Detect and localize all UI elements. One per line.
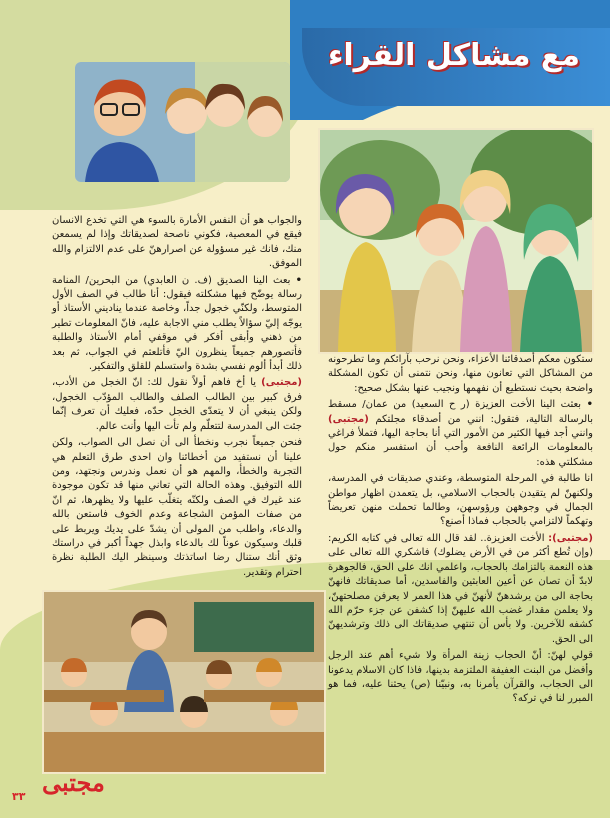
- bottom-illustration: [42, 590, 326, 774]
- left-text-column: [52, 214, 302, 582]
- left-paragraph-2-text: بعث الينا الصديق (ف. ن العابدي) من البحرين/ المنامة رسالة يوضّح فيها مشكلته فيقول: أنا طالب في الصف الأول المتوسط، ولكنّي خجول جداً، وخاصة عندما يناديني الأستاذ أو يوجّه إليّ سؤالاً يطلب مني الاجابة عليه، فانّ المعلومات تطير من ذهني وأبقى أفكر في موقفي أمام الأستاذ والطلبة فأتصورهم جميعاً ينظرون اليّ فأتلعثم في الجواب، ثم بعد ذلك أبدأ ألوم نفسي بشدة واستسلم للقلق والتفكير.: [52, 274, 302, 373]
- right-paragraph-4: [328, 532, 593, 647]
- middle-illustration: [318, 128, 594, 354]
- right-paragraph-1: ستكون معكم أصدقائنا الأعزاء، ونحن نرحب بآرائكم وما تطرحونه من المشاكل التي تعانون منها، ونحن نتمنى أن تكون المشكلة واضحة بحيث نستطيع أن نفهمها ونجيب عنها بشكل صحيح:: [328, 354, 593, 394]
- left-paragraph-2: [52, 274, 302, 375]
- right-paragraph-3: انا طالبة في المرحلة المتوسطة، وعندي صديقات في المدرسة، ولكنهنّ لم يتقيدن بالحجاب الاسلامي، بل يتعمدن اظهار مواطن الجمال في وجوههن ورؤوسهن، وطالما تحملت منهن تعريضاً وتهكماً لالتزامي بالحجاب فماذا أصنع؟: [328, 473, 593, 528]
- right-paragraph-2-text: بعثت الينا الأخت العزيزة (ر ح السعيد) من عمان/ مسقط بالرسالة التالية، فتقول: انني من أصدقاء مجلتكم: [328, 399, 593, 425]
- bullet-icon: •: [586, 399, 593, 411]
- right-text-column: [328, 353, 593, 709]
- magazine-name-label: (مجتبى): [261, 377, 302, 389]
- right-paragraph-5: قولي لهنّ: أنّ الحجاب زينة المرأة ولا شيء أهم عند الرجل وأفضل من البنت العفيفة الملتزمة بدينها، فاذا كان الاسلام يدعونا الى الحجاب، والقرآن يأمرنا به، ونبيّنا (ص) يحثنا عليه، فما هو المبرر لنا في تركه؟: [328, 650, 593, 705]
- right-paragraph-4-text: الأخت العزيزة.. لقد قال الله تعالى في كتابه الكريم: (وإن تُطع أكثر من في الأرض يضلوك) فاشكري الله تعالى على هذه النعمة بالتزامك بالحجاب، واعلمي انك على الحق، فالجوهرة لابدّ أن تصان عن أعين العابثين والفاسدين، أما صديقاتك فانهنّ بحاجة الى من يرشدهنّ لأنهنّ في هذا العمر لا يعرفن مصلحتهنّ، ولا يعلمن مقدار غضب الله عليهنّ إذا كشفن عن جزء حرّم الله كشفه للآخرين. ولا بأس أن تنتهي صديقاتك الى ذلك وترشديهنّ الى الحق.: [328, 532, 593, 645]
- bullet-icon: •: [295, 274, 302, 286]
- top-illustration: [75, 62, 290, 182]
- magazine-logo: مجتبى: [42, 768, 105, 797]
- right-paragraph-2b-text: وانني أجد فيها الكثير من الأمور التي أنا بحاجة اليها، فتملأ فراغي بالمعلومات الرائعة النافعة وأحب أن استفسر منكم حول مشكلتي هذه:: [328, 428, 593, 468]
- left-paragraph-4: فنحن جميعاً نجرب ونخطأ الى أن نصل الى الصواب، ولكن علينا أن نستفيد من أخطائنا وان احدى طرق التعلم هي التجربة والخطأ، والمهم هو أن نعمل وندرس ونجتهد، ومن الله التوفيق. وهذه الحالة التي تعاني منها قد تكون موجودة عند غيرك في الصف ولكنّه يتغلّب عليها ولا يظهرها، ثم انّ من صفات المؤمن الشجاعة وعدم الخوف فاستعن بالله والدعاء، واطلب من المولى أن يشدّ على يديك ويربط على قلبك وسيكون عوناً لك بالدعاء وابذل جهداً أكبر في دراستك وثق أنك ستنال رضا اساتذتك وسينظر اليك الطلبة نظرة احترام وتقدير.: [52, 437, 302, 578]
- magazine-name-label: (مجتبى):: [548, 532, 593, 544]
- left-paragraph-3-text: يا أخ فاهم أولاً نقول لك: انّ الخجل من الأدب، فرق كبير بين الطالب الصلف والطالب المؤدّب الخجول، ولكن ينبغي أن لا يتعدّى الخجل حدّه، فعليك أن تعرف إنّما جئت الى المدرسة لتتعلّم ولم تأت اليها وأنت عالم.: [52, 377, 302, 432]
- left-paragraph-1: والجواب هو أن النفس الأمارة بالسوء هي التي تخدع الانسان فيقع في المعصية، فكوني ناصحة لصديقاتك وإذا لم يسمعن منك، فانك غير مسؤولة عن اصرارهنّ على عدم الالتزام والله الموفق.: [52, 215, 302, 270]
- page-number: ٣٣: [12, 790, 26, 803]
- right-paragraph-2: [328, 398, 593, 470]
- left-paragraph-3: [52, 376, 302, 434]
- page-title: مع مشاكل القراء: [328, 38, 580, 73]
- magazine-name-label: (مجتبى): [328, 413, 369, 425]
